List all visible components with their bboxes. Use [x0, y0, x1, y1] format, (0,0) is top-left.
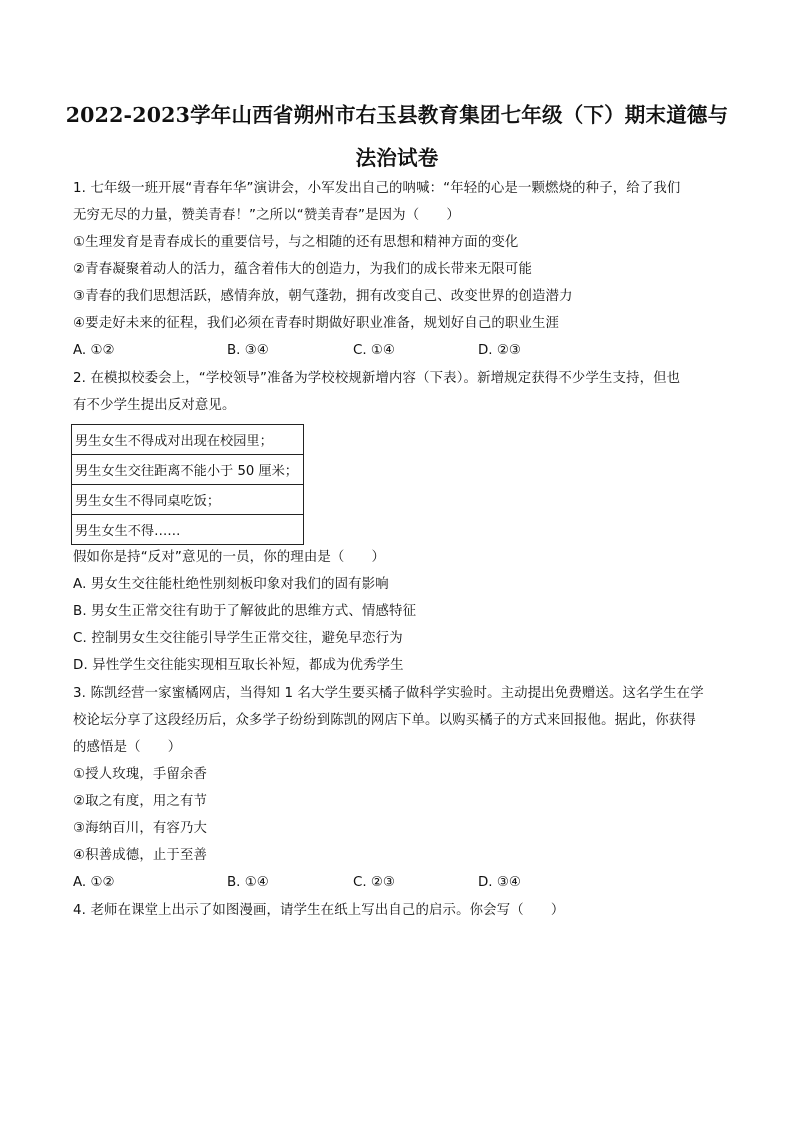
question-1-item-1: ①生理发育是青春成长的重要信号，与之相随的还有思想和精神方面的变化: [73, 235, 519, 250]
question-4-stem-line1: 4. 老师在课堂上出示了如图漫画，请学生在纸上写出自己的启示。你会写（ ）: [73, 903, 565, 918]
table-cell: 男生女生不得……: [72, 515, 304, 545]
exam-title-line2: 法治试卷: [355, 146, 439, 170]
school-rules-table: [71, 424, 304, 545]
question-2-stem-line2: 有不少学生提出反对意见。: [73, 398, 236, 413]
question-1-stem-line1: 1. 七年级一班开展“青春年华”演讲会，小军发出自己的呐喊：“年轻的心是一颗燃烧的种子，给了我们: [73, 181, 681, 196]
question-3-option-c: C. ②③: [353, 875, 395, 890]
table-row: [72, 485, 304, 515]
table-row: [72, 515, 304, 545]
question-3-option-a: A. ①②: [73, 875, 115, 890]
table-row: [72, 455, 304, 485]
question-2-stem-line1: 2. 在模拟校委会上，“学校领导”准备为学校校规新增内容（下表）。新增规定获得不少学生支持，但也: [73, 371, 681, 386]
table-row: [72, 425, 304, 455]
question-3-item-4: ④积善成德，止于至善: [73, 848, 208, 863]
question-3-option-b: B. ①④: [227, 875, 269, 890]
question-1-option-c: C. ①④: [353, 343, 395, 358]
question-1-item-2: ②青春凝聚着动人的活力，蕴含着伟大的创造力，为我们的成长带来无限可能: [73, 262, 532, 277]
question-3-item-1: ①授人玫瑰，手留余香: [73, 767, 208, 782]
exam-title-line1: 2022-2023学年山西省朔州市右玉县教育集团七年级（下）期末道德与: [65, 103, 729, 127]
question-2-option-c: C. 控制男女生交往能引导学生正常交往，避免早恋行为: [73, 631, 403, 646]
question-3-item-2: ②取之有度，用之有节: [73, 794, 208, 809]
table-cell: 男生女生不得同桌吃饭；: [72, 485, 304, 515]
question-2-prompt: 假如你是持“反对”意见的一员，你的理由是（ ）: [73, 550, 386, 565]
table-cell: 男生女生交往距离不能小于 50 厘米；: [72, 455, 304, 485]
question-3-stem-line1: 3. 陈凯经营一家蜜橘网店，当得知 1 名大学生要买橘子做科学实验时。主动提出免费赠送。这名学生在学: [73, 686, 704, 701]
question-1-option-b: B. ③④: [227, 343, 269, 358]
question-3-stem-line2: 校论坛分享了这段经历后，众多学子纷纷到陈凯的网店下单。以购买橘子的方式来回报他。据此，你获得: [73, 713, 696, 728]
question-3-option-d: D. ③④: [478, 875, 521, 890]
question-1-option-d: D. ②③: [478, 343, 521, 358]
question-1-item-4: ④要走好未来的征程，我们必须在青春时期做好职业准备，规划好自己的职业生涯: [73, 316, 560, 331]
question-2-option-a: A. 男女生交往能杜绝性别刻板印象对我们的固有影响: [73, 577, 389, 592]
question-1-item-3: ③青春的我们思想活跃，感情奔放，朝气蓬勃，拥有改变自己、改变世界的创造潜力: [73, 289, 573, 304]
question-3-stem-line3: 的感悟是（ ）: [73, 740, 182, 755]
question-1-stem-line2: 无穷无尽的力量，赞美青春！”之所以“赞美青春”是因为（ ）: [73, 208, 460, 223]
question-2-option-d: D. 异性学生交往能实现相互取长补短，都成为优秀学生: [73, 658, 404, 673]
table-cell: 男生女生不得成对出现在校园里；: [72, 425, 304, 455]
question-2-option-b: B. 男女生正常交往有助于了解彼此的思维方式、情感特征: [73, 604, 417, 619]
question-3-item-3: ③海纳百川，有容乃大: [73, 821, 208, 836]
question-1-option-a: A. ①②: [73, 343, 115, 358]
